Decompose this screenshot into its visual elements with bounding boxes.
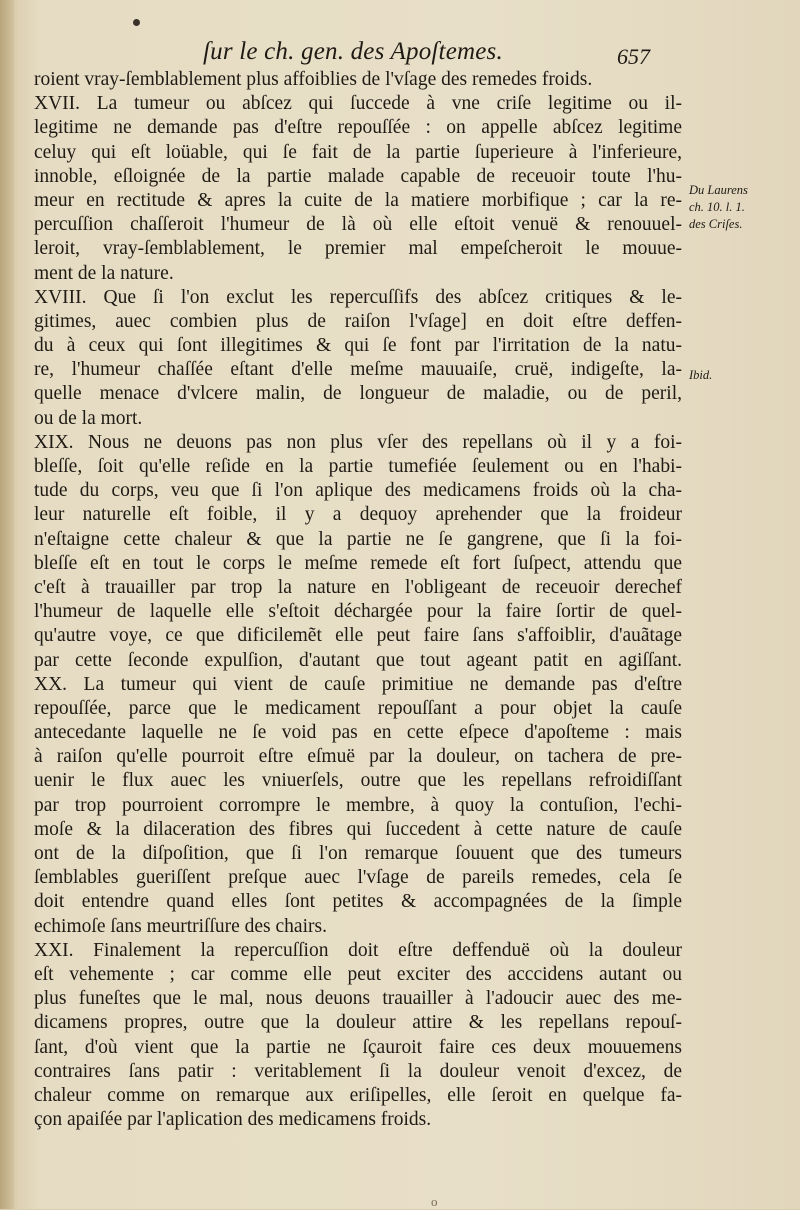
text-line: c'eſt à trauailler par trop la nature en l'obligeant de receuoir derechef (34, 576, 682, 598)
text-line: uenir le flux auec les vniuerſels, outre que les repellans refroidiſſant (34, 770, 682, 792)
text-line: XIX. Nous ne deuons pas non plus vſer des repellans où il y a foi- (34, 431, 682, 453)
text-line: l'humeur de laquelle elle s'eſtoit déchargée pour la faire ſortir de quel- (34, 601, 682, 623)
text-line: innoble, eſloignée de la partie malade capable de receuoir toute l'hu- (34, 165, 682, 187)
text-line: par cette ſeconde expulſion, d'autant que tout ageant patit en agiſſant. (34, 649, 682, 671)
margin-note-line: ch. 10. l. 1. (689, 200, 745, 214)
text-line: bleſſe eſt en tout le corps le meſme remede eſt fort ſuſpect, attendu que (34, 552, 682, 574)
text-line: re, l'humeur chaſſée eſtant d'elle meſme mauuaiſe, cruë, indigeſte, la- (34, 359, 682, 381)
text-line: XX. La tumeur qui vient de cauſe primitiue ne demande pas d'eſtre (34, 673, 682, 695)
margin-note-line: des Criſes. (689, 217, 743, 231)
text-line: tude du corps, veu que ſi l'on aplique des medicamens froids où la cha- (34, 480, 682, 502)
text-line: ſant, d'où vient que la partie ne ſçauroit faire ces deux mouuemens (34, 1036, 682, 1058)
margin-note-reference (689, 182, 793, 233)
text-line: ont de la diſpoſition, que ſi l'on remarque ſouuent que des tumeurs (34, 843, 682, 864)
text-line: contraires ſans patir : veritablement ſi la douleur venoit d'excez, de (34, 1060, 682, 1082)
text-line: XVII. La tumeur ou abſcez qui ſuccede à vne criſe legitime ou il- (34, 93, 682, 115)
text-line: leroit, vray-ſemblablement, le premier mal empeſcheroit le mouue- (34, 238, 682, 260)
text-line: echimoſe ſans meurtriſſure des chairs. (34, 915, 327, 937)
text-line: meur en rectitude & apres la cuite de la matiere morbifique ; car la re- (34, 189, 682, 211)
bottom-mark: o (431, 1194, 438, 1209)
ink-dot (133, 19, 140, 26)
text-line: XVIII. Que ſi l'on exclut les repercuſſifs des abſcez critiques & le- (34, 286, 682, 308)
text-line: dicamens propres, outre que la douleur attire & les repellans repouſ- (34, 1012, 682, 1034)
running-title: ſur le ch. gen. des Apoſtemes. (203, 38, 503, 65)
text-line: bleſſe, ſoit qu'elle reſide en la partie tumefiée ſeulement ou en l'habi- (34, 456, 682, 477)
text-line: celuy qui eſt loüable, qui ſe fait de la partie ſuperieure à l'inferieure, (34, 141, 682, 163)
margin-note-ibid: Ibid. (689, 368, 713, 382)
text-line: ment de la nature. (34, 262, 174, 284)
text-line: qu'autre voye, ce que dificilemẽt elle peut faire ſans s'affoiblir, d'auãtage (34, 625, 682, 647)
text-line: par trop pourroient corrompre le membre, à quoy la contuſion, l'echi- (34, 794, 682, 816)
page-edge (0, 0, 14, 1209)
text-line: percuſſion chaſſeroit l'humeur de là où elle eſtoit venuë & renouuel- (34, 214, 682, 236)
text-line: moſe & la dilaceration des fibres qui ſuccedent à cette nature de cauſe (34, 818, 682, 840)
text-line: roient vray-ſemblablement plus affoiblies de l'vſage des remedes froids. (34, 69, 593, 90)
text-line: quelle menace d'vlcere malin, de longueur de maladie, ou de peril, (34, 383, 682, 405)
text-line: chaleur comme on remarque aux eriſipelles, elle ſeroit en quelque fa- (34, 1084, 682, 1106)
text-line: doit entendre quand elles ſont petites & accompagnées de la ſimple (34, 891, 682, 913)
text-line: n'eſtaigne cette chaleur & que la partie ne ſe gangrene, que ſi la foi- (34, 528, 682, 550)
text-line: XXI. Finalement la repercuſſion doit eſtre deffenduë où la douleur (34, 939, 682, 961)
text-line: à raiſon qu'elle pourroit eſtre eſmuë par la douleur, on tachera de pre- (34, 746, 682, 768)
text-line: antecedante laquelle ne ſe void pas en cette eſpece d'apoſteme : mais (34, 722, 682, 744)
text-line: du à ceux qui ſont illegitimes & qui ſe font par l'irritation de la natu- (34, 335, 682, 357)
page-number: 657 (617, 44, 650, 69)
text-line: gitimes, auec combien plus de raiſon l'vſage] en doit eſtre deffen- (34, 310, 682, 332)
text-line: ſemblables gueriſſent preſque auec l'vſage de pareils remedes, cela ſe (34, 867, 682, 889)
text-line: leur naturelle eſt foible, il y a dequoy aprehender que la froideur (34, 504, 682, 526)
text-line: çon apaiſée par l'aplication des medicamens froids. (34, 1109, 432, 1131)
body-text (34, 68, 682, 1132)
text-line: plus funeſtes que le mal, nous deuons trauailler à l'adoucir auec des me- (34, 988, 682, 1010)
text-line: ou de la mort. (34, 407, 143, 429)
text-line: legitime ne demande pas d'eſtre repouſſée : on appelle abſcez legitime (34, 117, 682, 139)
text-line: eſt vehemente ; car comme elle peut exciter des acccidens autant ou (34, 963, 682, 985)
margin-note-line: Du Laurens (689, 183, 748, 197)
text-line: repouſſée, parce que le medicament repouſſant a pour objet la cauſe (34, 697, 682, 719)
